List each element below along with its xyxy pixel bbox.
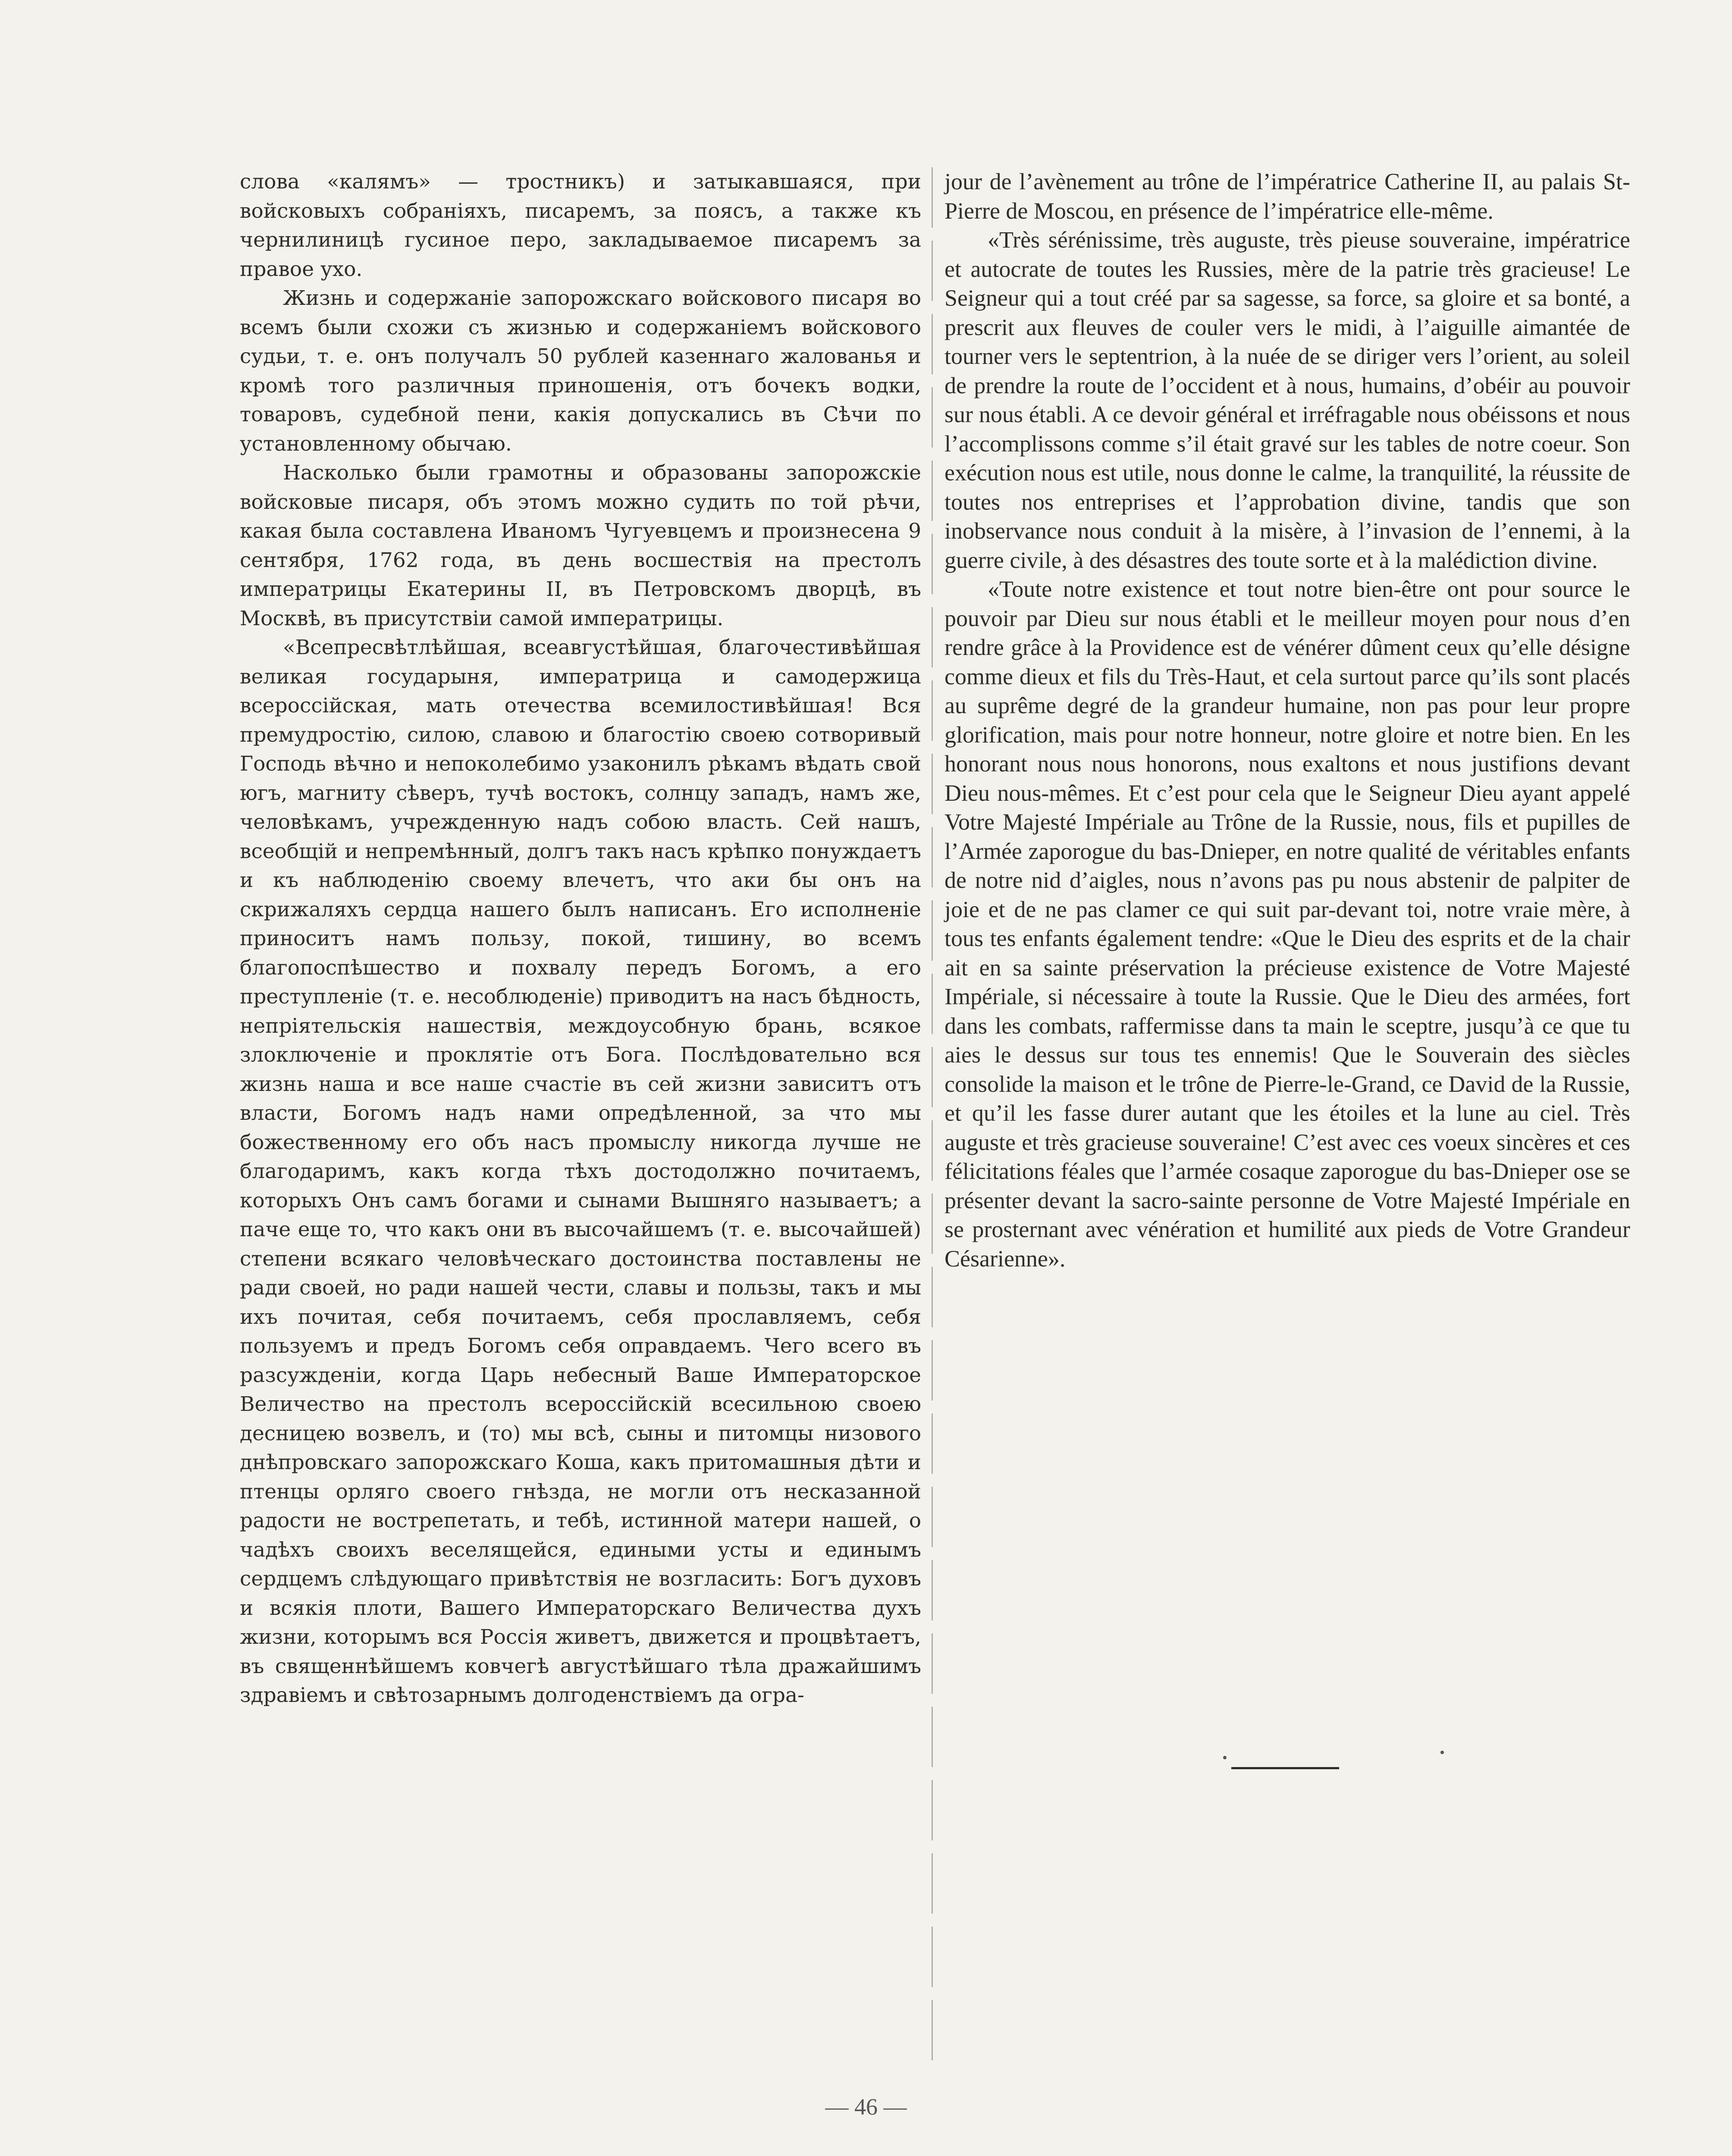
ink-speck [1223,1756,1227,1759]
paragraph: Насколько были грамотны и образованы запорожскіе войсковые писаря, объ этомъ можно судить по той рѣчи, какая была составлена Иваномъ Чугуевцемъ и произнесена 9 сентября, 1762 года, въ день восшествія на престолъ императрицы Екатерины II, въ Петровскомъ дворцѣ, въ Москвѣ, въ присутствіи самой императрицы. [240,461,921,630]
section-end-rule [1231,1767,1339,1769]
paragraph: «Toute notre existence et tout notre bien-être ont pour source le pouvoir par Dieu sur nous établi et le meilleur moyen pour nous d’en rendre grâce à la Providence est de vénérer dûment ceux qu’elle désigne comme dieux et fils du Très-Haut, et cela surtout parce qu’ils sont placés au suprême degré de la grandeur humaine, non pas pour leur propre glorification, mais pour notre honneur, notre gloire et notre bien. En les honorant nous nous honorons, nous exaltons et nous justifions devant Dieu nous-mêmes. Et c’est pour cela que le Seigneur Dieu ayant appelé Votre Majesté Impériale au Trône de la Russie, nous, fils et pupilles de l’Armée zaporogue du bas-Dnieper, en notre qualité de véritables enfants de notre nid d’aigles, nous n’avons pas pu nous abstenir de palpiter de joie et de ne pas clamer ce qui suit par-devant toi, notre vraie mère, à tous tes enfants également tendre: «Que le Dieu des esprits et de la chair ait en sa sainte préservation la précieuse existence de Votre Majesté Impériale, si nécessaire à toute la Russie. Que le Dieu des armées, fort dans les combats, raffermisse dans ta main le sceptre, jusqu’à ce que tu aies le dessus sur tous tes ennemis! Que le Souverain des siècles consolide la maison et le trône de Pierre-le-Grand, ce David de la Russie, et qu’il les fasse durer autant que les étoiles et la lune au ciel. Très auguste et très gracieuse souveraine! C’est avec ces voeux sincères et ces félicitations féales que l’armée cosaque zaporogue du bas-Dnieper ose se présenter devant la sacro-sainte personne de Votre Majesté Impériale en se prosternant avec vénération et humilité aux pieds de Votre Grandeur Césarienne». [944,576,1630,1272]
paragraph: слова «калямъ» — тростникъ) и затыкавшаяся, при войсковыхъ собраніяхъ, писаремъ, за поясъ, а также къ чернилиницѣ гусиное перо, закладываемое писаремъ за правое ухо. [240,170,921,281]
french-text-column [944,167,1630,1273]
russian-text-column [240,167,921,1710]
paragraph: «Всепресвѣтлѣйшая, всеавгустѣйшая, благочестивѣйшая великая государыня, императрица и самодержица всероссійская, мать отечества всемилостивѣйшая! Вся премудростію, силою, славою и благостію своею сотворивый Господь вѣчно и непоколебимо узаконилъ рѣкамъ вѣдать свой югъ, магниту сѣверъ, тучѣ востокъ, солнцу западъ, намъ же, человѣкамъ, учрежденную надъ собою власть. Сей нашъ, всеобщій и непремѣнный, долгъ такъ насъ крѣпко понуждаетъ и къ наблюденію своему влечетъ, что аки бы онъ на скрижаляхъ сердца нашего былъ написанъ. Его исполненіе приноситъ намъ пользу, покой, тишину, во всемъ благопоспѣшество и похвалу передъ Богомъ, а его преступленіе (т. е. несоблюденіе) приводитъ на насъ бѣдность, непріятельскія нашествія, междоусобную брань, всякое злоключеніе и проклятіе отъ Бога. Послѣдовательно вся жизнь наша и все наше счастіе въ сей жизни зависитъ отъ власти, Богомъ надъ нами опредѣленной, за что мы божественному его объ насъ промыслу никогда лучше не благодаримъ, какъ когда тѣхъ достодолжно почитаемъ, которыхъ Онъ самъ богами и сынами Вышняго называетъ; а паче еще то, что какъ они въ высочайшемъ (т. е. высочайшей) степени всякаго человѣческаго достоинства поставлены не ради своей, но ради нашей чести, славы и пользы, такъ и мы ихъ почитая, себя почитаемъ, себя прославляемъ, себя пользуемъ и предъ Богомъ себя оправдаемъ. Чего всего въ разсужденіи, когда Царь небесный Ваше Императорское Величество на престолъ всероссійскій всесильною своею десницею возвелъ, и (то) мы всѣ, сыны и питомцы низового днѣпровскаго запорожскаго Коша, какъ притомашныя дѣти и птенцы орляго своего гнѣзда, не могли отъ несказанной радости не вострепетать, и тебѣ, истинной матери нашей, о чадѣхъ своихъ веселящейся, едиными усты и единымъ сердцемъ слѣдующаго привѣтствія не возгласить: Богъ духовъ и всякія плоти, Вашего Императорскаго Величества духъ жизни, которымъ вся Россія живетъ, движется и процвѣтаетъ, въ священнѣйшемъ ковчегѣ августѣйшаго тѣла дражайшимъ здравіемъ и свѣтозарнымъ долгоденствіемъ да огра- [240,636,921,1707]
paragraph: Жизнь и содержаніе запорожскаго войскового писаря во всемъ были схожи съ жизнью и содержаніемъ войскового судьи, т. е. онъ получалъ 50 рублей казеннаго жалованья и кромѣ того различныя приношенія, отъ бочекъ водки, товаровъ, судебной пени, какія допускались въ Сѣчи по установленному обычаю. [240,286,921,456]
paragraph: «Très sérénissime, très auguste, très pieuse souveraine, impératrice et autocrate de toutes les Russies, mère de la patrie très gracieuse! Le Seigneur qui a tout créé par sa sagesse, sa force, sa gloire et sa bonté, a prescrit aux fleuves de couler vers le midi, à l’aiguille aimantée de tourner vers le septentrion, à la nuée de se diriger vers l’orient, au soleil de prendre la route de l’occident et à nous, humains, d’obéir au pouvoir sur nous établi. A ce devoir général et irréfragable nous obéissons et nous l’accomplissons comme s’il était gravé sur les tables de notre coeur. Son exécution nous est utile, nous donne le calme, la tranquilité, la réussite de toutes nos entreprises et l’approbation divine, tandis que son inobservance nous conduit à la misère, à l’invasion de l’ennemi, à la guerre civile, à des désastres des toute sorte et à la malédiction divine. [944,227,1630,573]
paragraph: jour de l’avènement au trône de l’impératrice Catherine II, au palais St-Pierre de Moscou, en présence de l’impératrice elle-même. [944,169,1630,224]
column-divider [932,167,933,2060]
page-number: — 46 — [825,2094,907,2120]
ink-speck [1440,1751,1444,1754]
